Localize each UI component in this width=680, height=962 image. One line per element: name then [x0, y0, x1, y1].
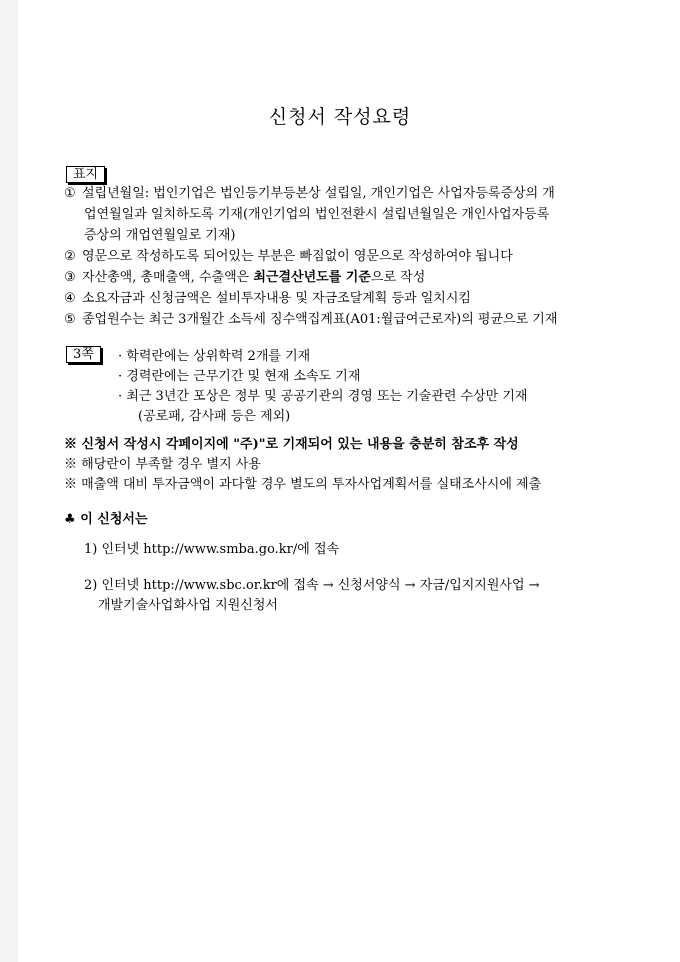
step-2-line-2: 개발기술사업화사업 지원신청서: [98, 598, 278, 613]
page3-item-3-note: (공로패, 감사패 등은 제외): [138, 409, 291, 424]
cover-item-1-line-3: 증상의 개업연월일로 기재): [84, 228, 236, 243]
note-3: ※ 매출액 대비 투자금액이 과다할 경우 별도의 투자사업계획서를 실태조사시에 제출: [64, 477, 542, 492]
cover-item-1-line-1: ① 설립년월일: 법인기업은 법인등기부등본상 설립일, 개인기업은 사업자등록증상의 개: [64, 186, 555, 201]
link-sbc[interactable]: 인터넷 http://www.sbc.or.kr에 접속 → 신청서양식 → 자금/입지지원사업 →: [101, 578, 540, 593]
cover-item-4: ④ 소요자금과 신청금액은 설비투자내용 및 자금조달계획 등과 일치시킴: [64, 291, 471, 306]
step-2-line-1: 2) 인터넷 http://www.sbc.or.kr에 접속 → 신청서양식 → 자금/입지지원사업 →: [84, 578, 540, 593]
application-heading: ♣ 이 신청서는: [64, 512, 148, 527]
cover-item-1-line-2: 업연월일과 일치하도록 기재(개인기업의 법인전환시 설립년월일은 개인사업자등록: [84, 207, 550, 222]
page3-item-2: · 경력란에는 근무기간 및 현재 소속도 기재: [118, 369, 361, 384]
page3-item-3: · 최근 3년간 포상은 정부 및 공공기관의 경영 또는 기술관련 수상만 기재: [118, 389, 528, 404]
page3-item-1: · 학력란에는 상위학력 2개를 기재: [118, 349, 311, 364]
step-1: 1) 인터넷 http://www.smba.go.kr/에 접속: [84, 542, 340, 557]
club-icon: ♣: [64, 512, 76, 527]
cover-item-2: ② 영문으로 작성하도록 되어있는 부분은 빠짐없이 영문으로 작성하여야 됩니다: [64, 249, 513, 264]
section-label-page3: 3쪽: [66, 346, 101, 363]
cover-item-3: ③ 자산총액, 총매출액, 수출액은 최근결산년도를 기준으로 작성: [64, 270, 426, 285]
note-1: ※ 신청서 작성시 각페이지에 "주)"로 기재되어 있는 내용을 충분히 참조후 작성: [64, 437, 519, 452]
cover-item-5: ⑤ 종업원수는 최근 3개월간 소득세 징수액집계표(A01:월급여근로자)의 평균으로 기재: [64, 312, 558, 327]
page-title: 신청서 작성요령: [268, 106, 412, 128]
note-2: ※ 해당란이 부족할 경우 별지 사용: [64, 457, 261, 472]
section-label-cover: 표지: [66, 166, 105, 183]
link-smba[interactable]: 인터넷 http://www.smba.go.kr/에 접속: [101, 542, 340, 557]
